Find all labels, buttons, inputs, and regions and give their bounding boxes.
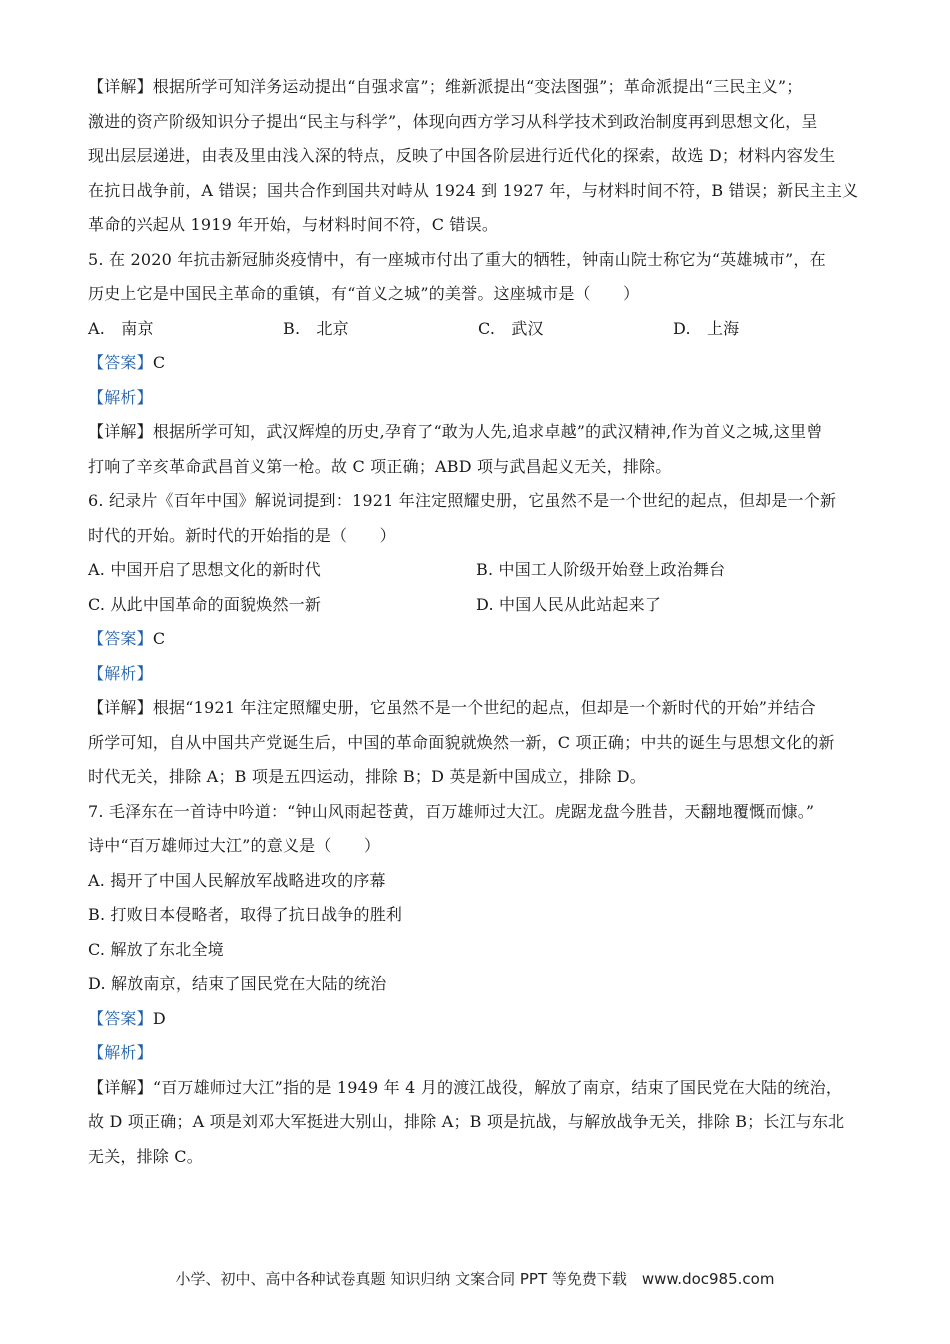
option-a: A. 揭开了中国人民解放军战略进攻的序幕 <box>88 870 386 890</box>
option-c: C. 武汉 <box>478 318 544 338</box>
question-6-stem: 时代的开始。新时代的开始指的是（ ） <box>88 525 396 545</box>
question-7-stem: 诗中“百万雄师过大江”的意义是（ ） <box>88 836 381 855</box>
answer-tag: 【答案】 <box>88 353 153 372</box>
text-line: 革命的兴起从 1919 年开始，与材料时间不符，C 错误。 <box>88 215 499 234</box>
analysis-tag: 【解析】 <box>88 387 153 407</box>
answer-tag: 【答案】 <box>88 1008 153 1028</box>
question-6-options-row <box>88 588 868 623</box>
option-c: C. 从此中国革命的面貌焕然一新 <box>88 594 322 614</box>
question-5-stem: 5. 在 2020 年抗击新冠肺炎疫情中，有一座城市付出了重大的牺牲，钟南山院士称它为“英雄城市”，在 <box>88 249 826 269</box>
text-line: 在抗日战争前，A 错误；国共合作到国共对峙从 1924 到 1927 年，与材料时间不符，B 错误；新民主主义 <box>88 180 859 200</box>
option-a: A. 中国开启了思想文化的新时代 <box>88 560 321 579</box>
document-page <box>88 70 868 1174</box>
option-d: D. 上海 <box>673 318 740 338</box>
analysis-line <box>88 1036 868 1071</box>
answer-line <box>88 1002 868 1037</box>
question-5-stem: 历史上它是中国民主革命的重镇，有“首义之城”的美誉。这座城市是（ ） <box>88 284 640 303</box>
analysis-tag: 【解析】 <box>88 1043 153 1062</box>
answer-value: C <box>152 353 166 372</box>
detail-text: “百万雄师过大江”指的是 1949 年 4 月的渡江战役，解放了南京，结束了国民党在大陆的统治， <box>152 1077 843 1097</box>
question-7-stem: 7. 毛泽东在一首诗中吟道：“钟山风雨起苍黄，百万雄师过大江。虎踞龙盘今胜昔，天翻地覆慨而慷。” <box>88 801 815 821</box>
detail-line: 所学可知，自从中国共产党诞生后，中国的革命面貌就焕然一新，C 项正确；中共的诞生与思想文化的新 <box>88 732 835 752</box>
detail-line: 无关，排除 C。 <box>88 1146 203 1166</box>
detail-tag: 【详解】 <box>88 698 153 717</box>
option-a: A. 南京 <box>88 318 154 338</box>
detail-line <box>88 691 868 726</box>
option-b: B. 北京 <box>283 318 349 338</box>
question-5-options <box>88 312 868 347</box>
answer-value: D <box>152 1008 166 1028</box>
detail-line <box>88 415 868 450</box>
answer-tag: 【答案】 <box>88 629 153 648</box>
answer-line <box>88 622 868 657</box>
question-6-stem: 6. 纪录片《百年中国》解说词提到：1921 年注定照耀史册，它虽然不是一个世纪的起点，但却是一个新 <box>88 491 837 510</box>
option-b: B. 中国工人阶级开始登上政治舞台 <box>476 560 726 579</box>
detail-text: 根据“1921 年注定照耀史册，它虽然不是一个世纪的起点，但却是一个新时代的开始”并结合 <box>152 698 816 717</box>
option-c: C. 解放了东北全境 <box>88 939 224 959</box>
page-footer: 小学、初中、高中各种试卷真题 知识归纳 文案合同 PPT 等免费下载 www.doc985.com <box>175 1270 775 1288</box>
answer-line <box>88 346 868 381</box>
analysis-tag: 【解析】 <box>88 663 153 683</box>
detail-tag: 【详解】 <box>88 1077 153 1097</box>
text-line: 【详解】根据所学可知洋务运动提出“自强求富”；维新派提出“变法图强”；革命派提出“三民主义”； <box>88 77 803 96</box>
question-6-options-row <box>88 553 868 588</box>
text-line: 现出层层递进，由表及里由浅入深的特点，反映了中国各阶层进行近代化的探索，故选 D；材料内容发生 <box>88 146 836 165</box>
analysis-line <box>88 657 868 692</box>
text-line: 激进的资产阶级知识分子提出“民主与科学”，体现向西方学习从科学技术到政治制度再到思想文化，呈 <box>88 111 818 131</box>
analysis-line <box>88 381 868 416</box>
option-b: B. 打败日本侵略者，取得了抗日战争的胜利 <box>88 905 403 924</box>
detail-line: 时代无关，排除 A；B 项是五四运动，排除 B；D 英是新中国成立，排除 D。 <box>88 767 646 786</box>
detail-line: 打响了辛亥革命武昌首义第一枪。故 C 项正确；ABD 项与武昌起义无关，排除。 <box>88 456 672 476</box>
detail-tag: 【详解】 <box>88 422 153 441</box>
answer-value: C <box>152 629 166 648</box>
detail-line <box>88 1071 868 1106</box>
detail-line: 故 D 项正确；A 项是刘邓大军挺进大别山，排除 A；B 项是抗战，与解放战争无关，排除 B；长江与东北 <box>88 1112 845 1131</box>
option-d: D. 解放南京，结束了国民党在大陆的统治 <box>88 974 387 993</box>
detail-text: 根据所学可知，武汉辉煌的历史,孕育了“敢为人先,追求卓越”的武汉精神,作为首义之城,这里曾 <box>152 422 823 441</box>
option-d: D. 中国人民从此站起来了 <box>476 594 662 614</box>
